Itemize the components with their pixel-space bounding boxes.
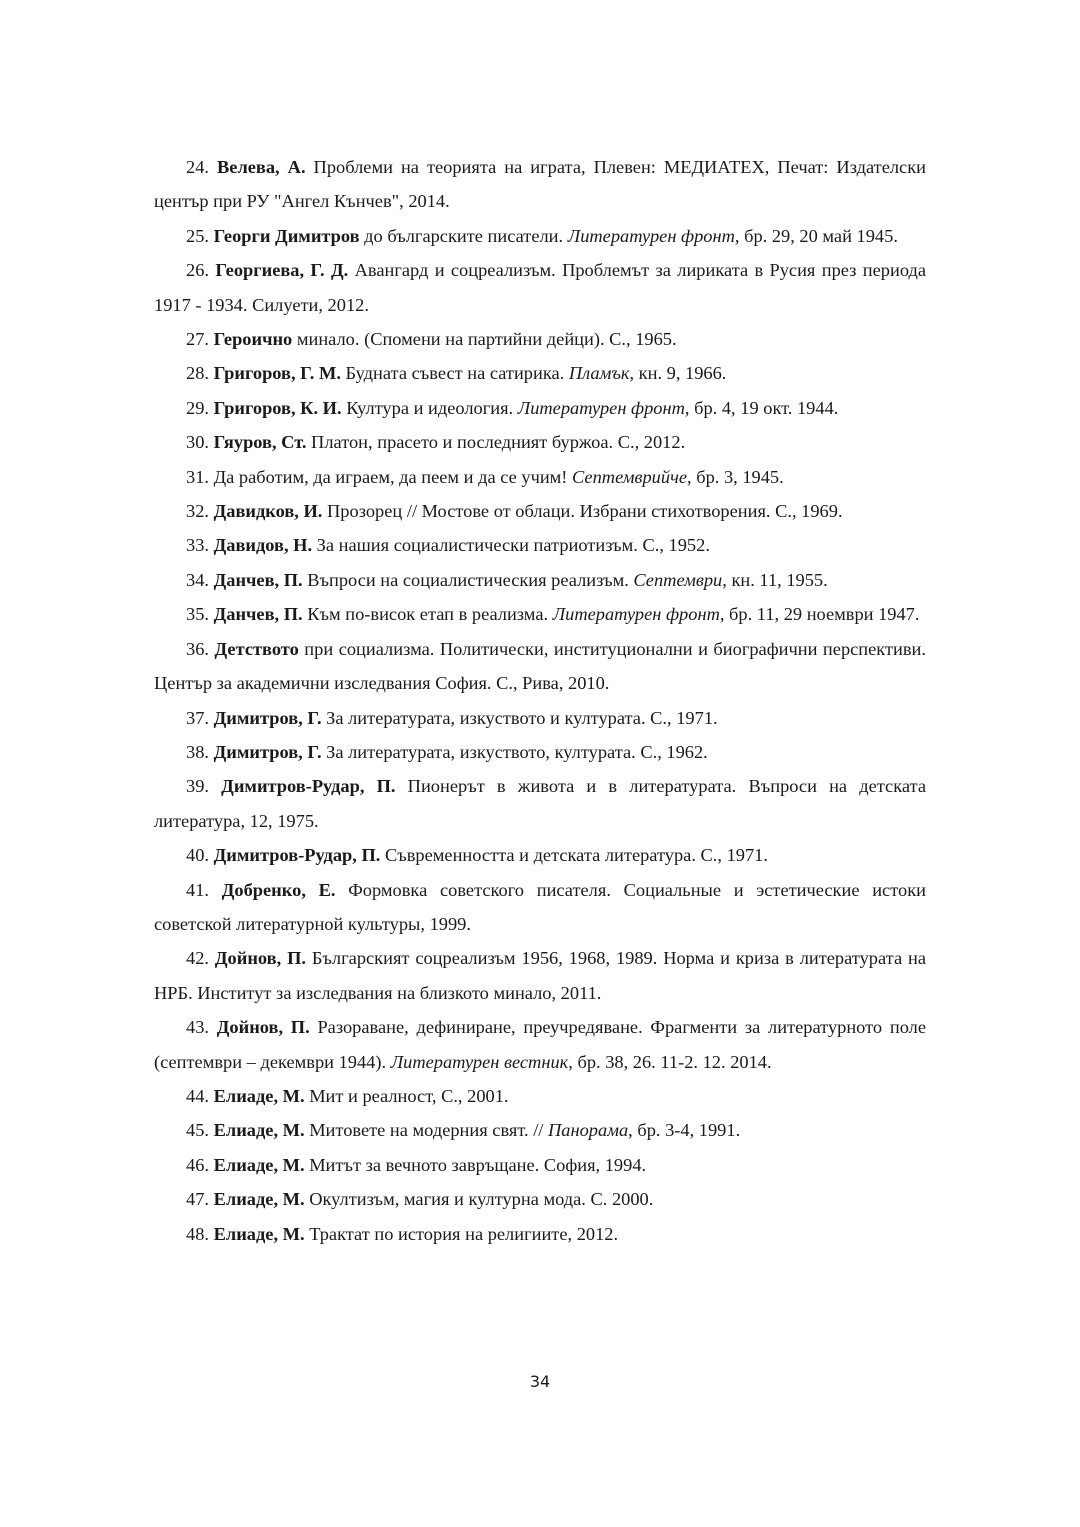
entry-author: Елиаде, М.	[213, 1189, 305, 1210]
entry-author: Дойнов, П.	[214, 948, 306, 969]
entry-number: 38.	[186, 741, 209, 762]
bibliography-entry	[154, 735, 926, 769]
entry-text: , бр. 4, 19 окт. 1944.	[684, 397, 839, 418]
entry-number: 35.	[186, 604, 209, 625]
bibliography-entry	[154, 150, 926, 219]
entry-number: 37.	[186, 707, 209, 728]
bibliography-entry	[154, 1079, 926, 1113]
entry-periodical: Литературен фронт	[567, 225, 735, 246]
entry-author: Георги Димитров	[213, 225, 360, 246]
entry-text: Да работим, да играем, да пеем и да се учим!	[213, 466, 573, 487]
entry-author: Данчев, П.	[213, 569, 303, 590]
bibliography-entry	[154, 356, 926, 390]
entry-text: Митът за вечното завръщане. София, 1994.	[304, 1154, 647, 1175]
entry-number: 39.	[186, 776, 209, 797]
entry-number: 31.	[186, 466, 209, 487]
entry-author: Димитров-Рудар, П.	[213, 845, 381, 866]
bibliography-entry	[154, 1217, 926, 1251]
entry-author: Георгиева, Г. Д.	[215, 260, 349, 281]
entry-number: 28.	[186, 363, 209, 384]
entry-text: , бр. 11, 29 ноември 1947.	[719, 604, 920, 625]
page-number: 34	[529, 1372, 551, 1391]
entry-number: 26.	[186, 260, 209, 281]
entry-text: , бр. 38, 26. 11-2. 12. 2014.	[568, 1051, 772, 1072]
entry-number: 47.	[186, 1189, 209, 1210]
entry-number: 29.	[186, 397, 209, 418]
entry-text: Разораване, дефиниране, преучредяване. Фрагменти за литературното поле (септември – декември 1944).	[154, 1017, 926, 1072]
entry-author: Елиаде, М.	[213, 1085, 305, 1106]
entry-periodical: Литературен фронт	[517, 397, 685, 418]
entry-number: 42.	[186, 948, 209, 969]
entry-author: Героично	[213, 329, 293, 350]
bibliography-entry	[154, 460, 926, 494]
entry-author: Димитров-Рудар, П.	[221, 776, 396, 797]
entry-number: 27.	[186, 329, 209, 350]
entry-text: , бр. 3-4, 1991.	[628, 1120, 741, 1141]
entry-periodical: Септемврийче	[572, 466, 688, 487]
entry-author: Гяуров, Ст.	[213, 432, 307, 453]
entry-text: Будната съвест на сатирика.	[340, 363, 569, 384]
entry-author: Григоров, Г. М.	[213, 363, 341, 384]
bibliography-entry	[154, 1182, 926, 1216]
entry-number: 45.	[186, 1120, 209, 1141]
entry-text: , кн. 11, 1955.	[722, 569, 828, 590]
bibliography-entry	[154, 322, 926, 356]
entry-text: Към по-висок етап в реализма.	[302, 604, 553, 625]
entry-author: Григоров, К. И.	[213, 397, 342, 418]
entry-number: 36.	[186, 638, 209, 659]
entry-number: 44.	[186, 1085, 209, 1106]
entry-text: , бр. 29, 20 май 1945.	[734, 225, 898, 246]
entry-text: За литературата, изкуството, културата. С., 1962.	[321, 741, 708, 762]
entry-author: Давидков, И.	[213, 501, 323, 522]
entry-text: Пионерът в живота и в литературата. Въпроси на детската литература, 12, 1975.	[154, 776, 926, 831]
entry-text: Платон, прасето и последният буржоа. С., 2012.	[306, 432, 686, 453]
entry-text: Формовка советского писателя. Социальные и эстетические истоки советской литературной культуры, 1999.	[154, 879, 926, 934]
entry-text: , кн. 9, 1966.	[629, 363, 727, 384]
entry-number: 46.	[186, 1154, 209, 1175]
entry-author: Добренко, Е.	[221, 879, 336, 900]
entry-author: Давидов, Н.	[213, 535, 313, 556]
bibliography-entry	[154, 219, 926, 253]
bibliography-entry	[154, 425, 926, 459]
entry-text: Авангард и соцреализъм. Проблемът за лириката в Русия през периода 1917 - 1934. Силуети, 2012.	[154, 260, 927, 315]
entry-author: Димитров, Г.	[213, 741, 322, 762]
entry-number: 32.	[186, 501, 209, 522]
bibliography-entry	[154, 494, 926, 528]
entry-text: до българските писатели.	[359, 225, 568, 246]
entry-text: Прозорец // Мостове от облаци. Избрани стихотворения. С., 1969.	[322, 501, 843, 522]
entry-author: Велева, А.	[217, 157, 306, 177]
entry-text: Култура и идеология.	[341, 397, 518, 418]
entry-periodical: Панорама	[548, 1120, 629, 1141]
bibliography-entry	[154, 632, 926, 701]
bibliography-entry	[154, 838, 926, 872]
entry-author: Елиаде, М.	[213, 1120, 305, 1141]
entry-author: Елиаде, М.	[213, 1154, 305, 1175]
bibliography-entry	[154, 873, 926, 942]
bibliography-entry	[154, 769, 926, 838]
entry-text: Окултизъм, магия и културна мода. С. 2000.	[304, 1189, 654, 1210]
entry-text: Трактат по история на религиите, 2012.	[304, 1223, 619, 1244]
bibliography-entry	[154, 701, 926, 735]
bibliography-entry	[154, 1148, 926, 1182]
bibliography-entry	[154, 1113, 926, 1147]
entry-number: 30.	[186, 432, 209, 453]
entry-text: Митовете на модерния свят. //	[304, 1120, 549, 1141]
entry-number: 43.	[186, 1017, 209, 1038]
entry-text: минало. (Спомени на партийни дейци). С., 1965.	[292, 329, 677, 350]
bibliography-entry	[154, 941, 926, 1010]
entry-author: Данчев, П.	[213, 604, 303, 625]
entry-author: Детството	[214, 638, 299, 659]
entry-number: 48.	[186, 1223, 209, 1244]
entry-number: 33.	[186, 535, 209, 556]
entry-number: 34.	[186, 569, 209, 590]
entry-text: Проблеми на теорията на играта, Плевен: МЕДИАТЕХ, Печат: Издателски център при РУ "Ангел Кънчев", 2014.	[154, 157, 926, 212]
entry-text: Съвременността и детската литература. С., 1971.	[380, 845, 768, 866]
entry-text: при социализма. Политически, институционални и биографични перспективи. Център за академични изследвания София. С., Рива, 2010.	[154, 638, 926, 694]
bibliography-entry	[154, 597, 926, 631]
entry-number: 24.	[186, 157, 209, 177]
entry-author: Димитров, Г.	[213, 707, 322, 728]
entry-text: Мит и реалност, С., 2001.	[304, 1085, 509, 1106]
entry-text: Българският соцреализъм 1956, 1968, 1989. Норма и криза в литературата на НРБ. Институт за изследвания на близкото минало, 2011.	[154, 948, 926, 1003]
entry-author: Дойнов, П.	[216, 1017, 310, 1038]
entry-number: 25.	[186, 225, 209, 246]
entry-number: 40.	[186, 845, 209, 866]
entry-text: , бр. 3, 1945.	[687, 466, 784, 487]
entry-text: Въпроси на социалистическия реализъм.	[302, 569, 634, 590]
bibliography-entry	[154, 391, 926, 425]
bibliography-entry	[154, 1010, 926, 1079]
entry-number: 41.	[186, 879, 209, 900]
entry-periodical: Литературен вестник	[390, 1051, 569, 1072]
bibliography-list	[154, 150, 926, 1251]
entry-periodical: Септември	[633, 569, 723, 590]
bibliography-entry	[154, 528, 926, 562]
entry-text: За литературата, изкуството и културата. С., 1971.	[321, 707, 718, 728]
entry-periodical: Литературен фронт	[552, 604, 720, 625]
entry-author: Елиаде, М.	[213, 1223, 305, 1244]
bibliography-entry	[154, 253, 926, 322]
entry-periodical: Пламък	[568, 363, 630, 384]
entry-text: За нашия социалистически патриотизъм. С., 1952.	[312, 535, 710, 556]
bibliography-entry	[154, 563, 926, 597]
